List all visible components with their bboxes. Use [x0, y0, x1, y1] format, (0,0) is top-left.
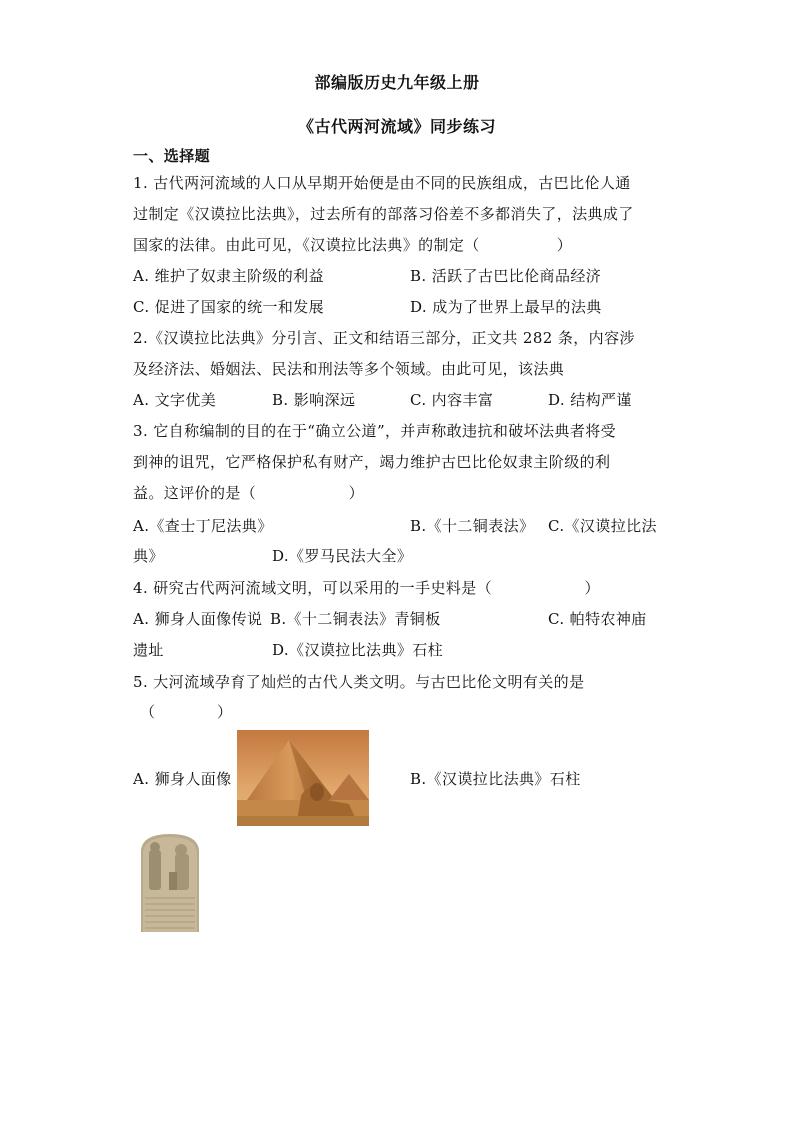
q3-option-b: B.《十二铜表法》 [410, 517, 535, 535]
q4-option-d: D.《汉谟拉比法典》石柱 [272, 641, 444, 659]
q3-stem-line2: 到神的诅咒，它严格保护私有财产，竭力维护古巴比伦奴隶主阶级的利 [133, 453, 611, 471]
q1-option-d: D. 成为了世界上最早的法典 [410, 298, 602, 316]
q3-option-d: D.《罗马民法大全》 [272, 547, 413, 565]
q2-stem-line2: 及经济法、婚姻法、民法和刑法等多个领域。由此可见，该法典 [133, 360, 565, 378]
q2-option-a: A. 文字优美 [133, 391, 217, 409]
pyramid-sphinx-image [237, 730, 369, 826]
q3-stem-line1: 3. 它自称编制的目的在于“确立公道”，并声称敢违抗和破坏法典者将受 [133, 422, 617, 440]
document-title: 部编版历史九年级上册 [314, 73, 480, 92]
q1-option-a: A. 维护了奴隶主阶级的利益 [133, 267, 324, 285]
q2-option-b: B. 影响深远 [272, 391, 356, 409]
q1-stem-line3: 国家的法律。由此可见，《汉谟拉比法典》的制定（ ） [133, 236, 573, 254]
q4-option-c: C. 帕特农神庙 [548, 610, 647, 628]
q5-option-b: B.《汉谟拉比法典》石柱 [410, 770, 581, 788]
q4-option-b: B.《十二铜表法》青铜板 [270, 610, 441, 628]
q3-stem-line3: 益。这评价的是（ ） [133, 484, 365, 502]
q4-option-c-continued: 遗址 [133, 641, 164, 659]
q1-stem-line1: 1. 古代两河流域的人口从早期开始便是由不同的民族组成，古巴比伦人通 [133, 174, 631, 192]
q3-option-c-continued: 典》 [133, 547, 164, 565]
q3-option-a: A.《查士丁尼法典》 [133, 517, 273, 535]
q5-stem-line1: 5. 大河流域孕育了灿烂的古代人类文明。与古巴比伦文明有关的是 [133, 673, 585, 691]
q4-stem-line1: 4. 研究古代两河流域文明，可以采用的一手史料是（ ） [133, 579, 600, 597]
section-heading: 一、选择题 [133, 147, 211, 165]
q2-stem-line1: 2.《汉谟拉比法典》分引言、正文和结语三部分，正文共 282 条，内容涉 [133, 329, 635, 347]
q5-option-a: A. 狮身人面像 [133, 770, 232, 788]
q4-option-a: A. 狮身人面像传说 [133, 610, 263, 628]
document-subtitle: 《古代两河流域》同步练习 [297, 117, 496, 136]
q2-option-c: C. 内容丰富 [410, 391, 494, 409]
code-of-hammurabi-stele-image [135, 832, 205, 932]
q1-option-b: B. 活跃了古巴比伦商品经济 [410, 267, 602, 285]
q1-option-c: C. 促进了国家的统一和发展 [133, 298, 325, 316]
q3-option-c: C.《汉谟拉比法 [548, 517, 657, 535]
q1-stem-line2: 过制定《汉谟拉比法典》，过去所有的部落习俗差不多都消失了，法典成了 [133, 205, 634, 223]
q5-stem-line2: （ ） [140, 703, 233, 721]
q2-option-d: D. 结构严谨 [548, 391, 632, 409]
